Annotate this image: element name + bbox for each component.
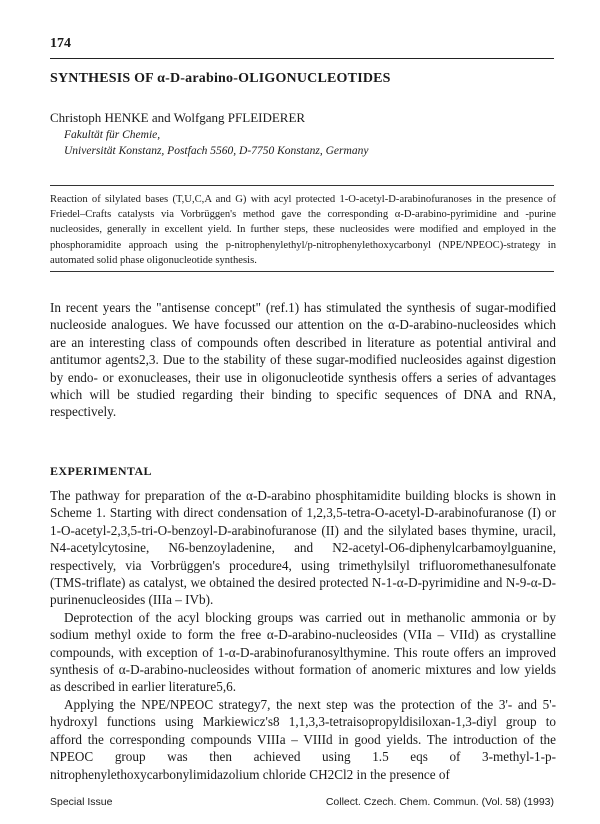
abstract-rule-top bbox=[50, 185, 554, 186]
affiliation-line-2: Universität Konstanz, Postfach 5560, D-7750 Konstanz, Germany bbox=[64, 145, 369, 157]
affiliation bbox=[64, 127, 368, 159]
page-number: 174 bbox=[50, 36, 71, 51]
section-heading: EXPERIMENTAL bbox=[50, 464, 152, 478]
header-rule bbox=[50, 58, 554, 59]
intro-text: In recent years the "antisense concept" (ref.1) has stimulated the synthesis of sugar-modified nucleoside analogues. We have focussed our attention on the α-D-arabino-nucleosides which are an interesting class of compounds often described in literature as potential antiviral and antitumor agents2,3. Due to the stability of these sugar-modified nucleosides against digestion by endo- or exonucleases, their use in oligonucleotide synthesis offers a series of advantages which will be studied regarding their binding to specific sequences of DNA and RNA, respectively. bbox=[50, 300, 556, 420]
footer-issue: Special Issue bbox=[50, 796, 113, 808]
experimental-paragraph-3: Applying the NPE/NPEOC strategy7, the next step was the protection of the 3'- and 5'-hydroxyl functions using Markiewicz's8 1,1,3,3-tetraisopropyldisiloxan-1,3-diyl group to afford the corresponding compounds VIIIa – VIIId in good yields. The introduction of the NPEOC group was then achieved using 1.5 eqs of 3-methyl-1-p-nitrophenylethoxycarbonylimidazolium chloride CH2Cl2 in the presence of bbox=[50, 696, 556, 782]
experimental-body bbox=[50, 487, 556, 783]
authors: Christoph HENKE and Wolfgang PFLEIDERER bbox=[50, 110, 306, 125]
abstract: Reaction of silylated bases (T,U,C,A and G) with acyl protected 1-O-acetyl-D-arabinofuranoses in the presence of Friedel–Crafts catalysts via Vorbrüggen's method gave the corresponding α-D-arabino-pyrimidine and -purine nucleosides, generally in excellent yield. In further steps, these nucleosides were modified and employed in the phosphoramidite approach using the p-nitrophenylethyl/p-nitrophenylethoxycarbonyl (NPE/NPEOC)-strategy in automated solid phase oligonucleotide synthesis. bbox=[50, 194, 556, 266]
experimental-paragraph-2: Deprotection of the acyl blocking groups was carried out in methanolic ammonia or by sodium methyl oxide to form the free α-D-arabino-nucleosides (VIIa – VIId) as crystalline compounds, with exception of 1-α-D-arabinofuranosylthymine. This route offers an improved synthesis of α-D-arabino-nucleosides without formation of anomeric mixtures and low yields as described in earlier literature5,6. bbox=[50, 609, 556, 695]
article-title: SYNTHESIS OF α-D-arabino-OLIGONUCLEOTIDES bbox=[50, 71, 391, 86]
experimental-paragraph-1: The pathway for preparation of the α-D-arabino phosphitamidite building blocks is shown in Scheme 1. Starting with direct condensation of 1,2,3,5-tetra-O-acetyl-D-arabinofuranose (I) or 1-O-acetyl-2,3,5-tri-O-benzoyl-D-arabinofuranose (II) and the silylated bases thymine, uracil, N4-acetylcytosine, N6-benzoyladenine, and N2-acetyl-O6-diphenylcarbamoylguanine, respectively, via Vorbrüggen's procedure4, using trimethylsilyl trifluoromethanesulfonate (TMS-triflate) as catalyst, we obtained the desired protected N-1-α-D-pyrimidine and N-9-α-D-purinenucleosides (IIIa – IVb). bbox=[50, 488, 556, 608]
introduction-paragraph bbox=[50, 299, 556, 421]
footer-citation: Collect. Czech. Chem. Commun. (Vol. 58) (1993) bbox=[325, 796, 554, 808]
abstract-rule-bottom bbox=[50, 271, 554, 272]
affiliation-line-1: Fakultät für Chemie, bbox=[64, 129, 161, 141]
